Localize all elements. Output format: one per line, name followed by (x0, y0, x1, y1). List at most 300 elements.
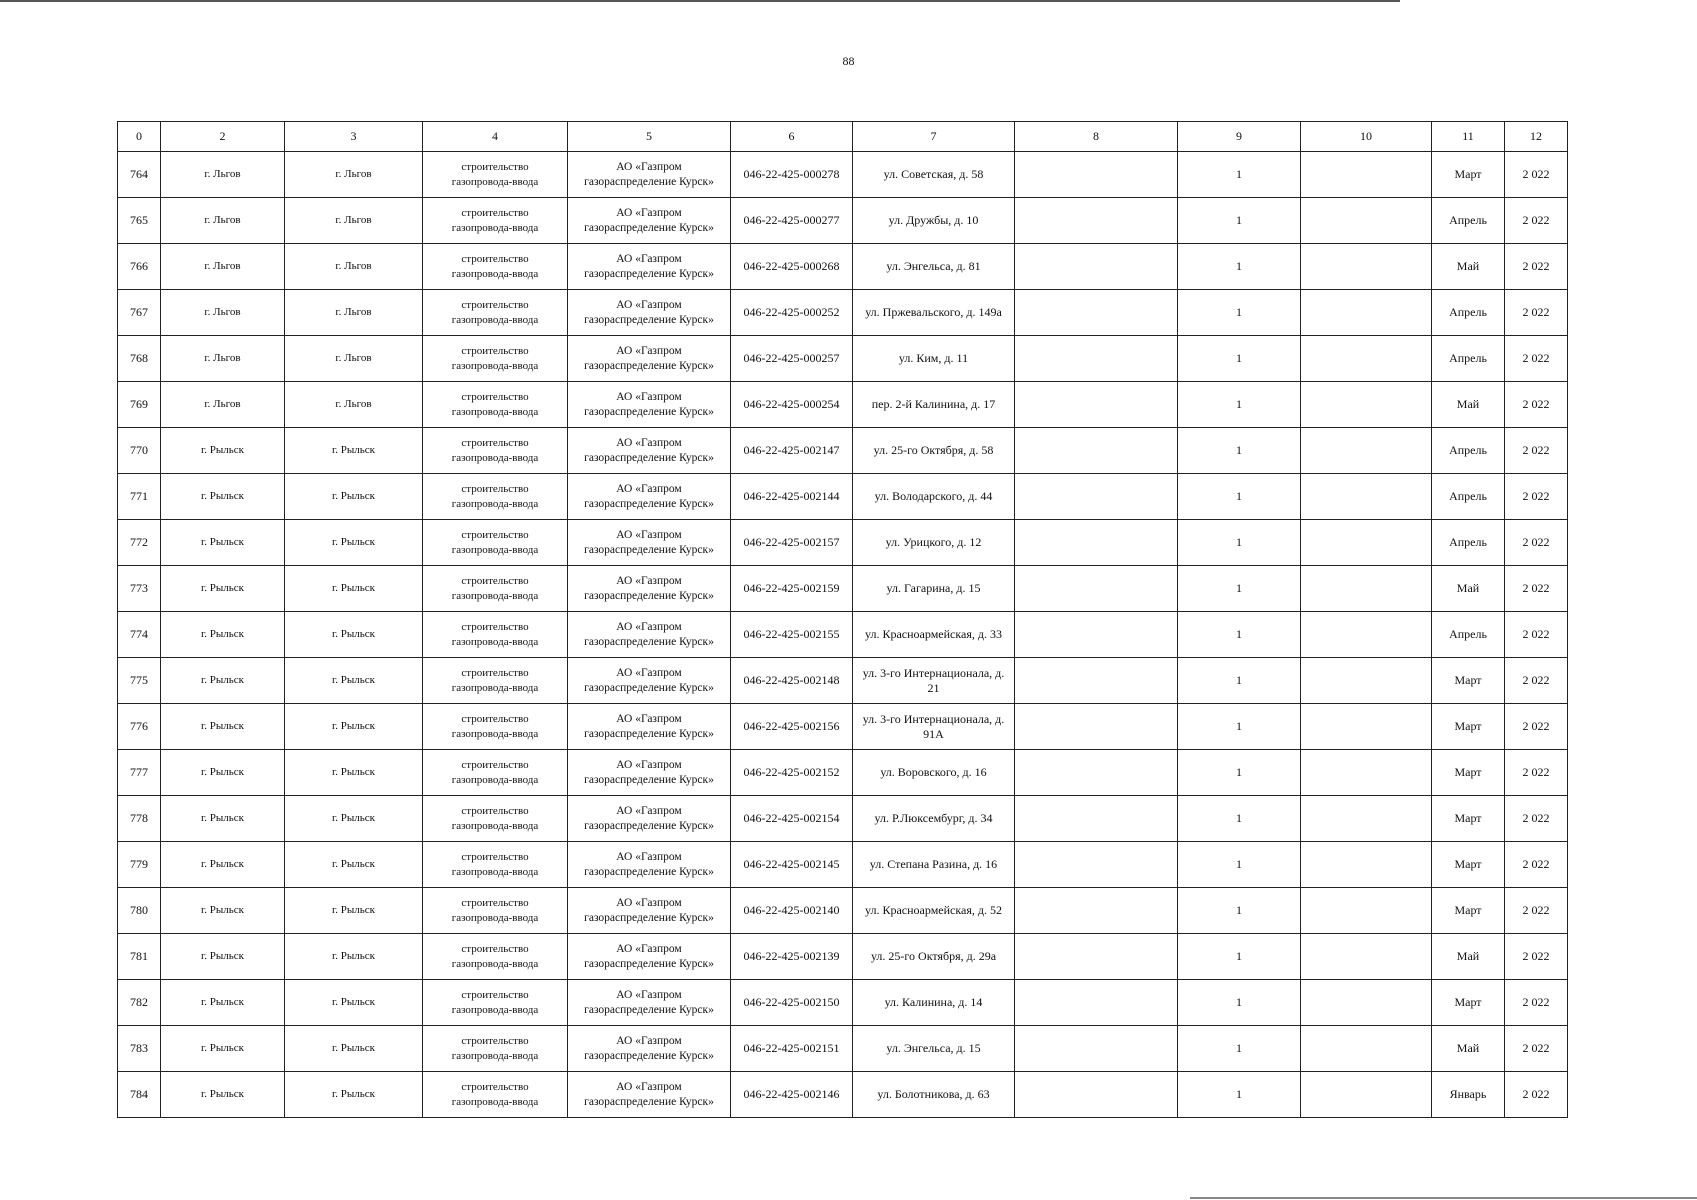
quantity-cell (1178, 244, 1301, 290)
table-row (118, 612, 1568, 658)
row-number-cell-text: 765 (130, 213, 148, 227)
work-type-cell-text: газопровода-ввода (451, 543, 539, 556)
year-cell (1505, 612, 1568, 658)
column-10-cell (1301, 934, 1432, 980)
settlement-cell (161, 750, 285, 796)
quantity-cell (1178, 934, 1301, 980)
table-row (118, 1026, 1568, 1072)
district-cell (285, 888, 423, 934)
year-cell-text: 2 022 (1522, 581, 1550, 595)
quantity-cell (1178, 566, 1301, 612)
organization-cell-text: АО «Газпром (616, 574, 682, 587)
object-code-cell-text: 046-22-425-002144 (743, 489, 840, 503)
year-cell (1505, 658, 1568, 704)
table-row (118, 980, 1568, 1026)
table-row (118, 796, 1568, 842)
table-row (118, 842, 1568, 888)
district-cell-text: г. Рыльск (331, 536, 375, 548)
organization-cell-text: газораспределение Курск» (584, 1095, 714, 1108)
district-cell-text: г. Рыльск (331, 858, 375, 870)
settlement-cell-text: г. Рыльск (200, 490, 244, 502)
address-cell-text: ул. Энгельса, д. 15 (886, 1041, 981, 1055)
month-cell-text: Март (1454, 995, 1482, 1009)
column-10-cell (1301, 336, 1432, 382)
object-code-cell (731, 980, 853, 1026)
table-body (118, 152, 1568, 1118)
object-code-cell-text: 046-22-425-002150 (743, 995, 840, 1009)
month-cell (1432, 474, 1505, 520)
work-type-cell (423, 750, 568, 796)
row-number-cell (118, 612, 161, 658)
organization-cell (568, 1072, 731, 1118)
scan-edge-top (0, 0, 1400, 2)
column-10-cell (1301, 612, 1432, 658)
object-code-cell (731, 290, 853, 336)
organization-cell (568, 198, 731, 244)
work-type-cell (423, 1072, 568, 1118)
month-cell-text: Март (1454, 765, 1482, 779)
row-number-cell (118, 428, 161, 474)
column-8-cell (1015, 658, 1178, 704)
year-cell (1505, 1026, 1568, 1072)
organization-cell-text: АО «Газпром (616, 298, 682, 311)
work-type-cell-text: строительство (461, 206, 529, 219)
quantity-cell (1178, 612, 1301, 658)
settlement-cell-text: г. Льгов (204, 352, 241, 364)
organization-cell-text: АО «Газпром (616, 758, 682, 771)
month-cell (1432, 152, 1505, 198)
work-type-cell-text: газопровода-ввода (451, 865, 539, 878)
district-cell-text: г. Льгов (335, 352, 372, 364)
address-cell-text: ул. Ким, д. 11 (898, 351, 969, 365)
work-type-cell-text: газопровода-ввода (451, 267, 539, 280)
column-10-cell (1301, 658, 1432, 704)
month-cell-text: Апрель (1449, 489, 1487, 503)
table-row (118, 428, 1568, 474)
row-number-cell (118, 520, 161, 566)
work-type-cell (423, 152, 568, 198)
organization-cell-text: АО «Газпром (616, 712, 682, 725)
settlement-cell-text: г. Рыльск (200, 674, 244, 686)
object-code-cell (731, 336, 853, 382)
month-cell-text: Апрель (1449, 443, 1487, 457)
object-code-cell (731, 520, 853, 566)
object-code-cell-text: 046-22-425-000278 (743, 167, 840, 181)
work-type-cell-text: газопровода-ввода (451, 221, 539, 234)
year-cell (1505, 474, 1568, 520)
organization-cell-text: АО «Газпром (616, 620, 682, 633)
scan-edge-bottom (1190, 1197, 1697, 1199)
organization-cell (568, 382, 731, 428)
organization-cell-text: газораспределение Курск» (584, 727, 714, 740)
organization-cell (568, 474, 731, 520)
organization-cell-text: АО «Газпром (616, 482, 682, 495)
district-cell-text: г. Льгов (335, 168, 372, 180)
row-number-cell (118, 290, 161, 336)
address-cell-text: ул. 3-го Интернационала, д. 21 (862, 665, 1005, 695)
organization-cell (568, 658, 731, 704)
month-cell (1432, 290, 1505, 336)
address-cell-text: ул. Болотникова, д. 63 (877, 1087, 990, 1101)
address-cell (853, 704, 1015, 750)
page-number: 88 (842, 54, 855, 68)
month-cell (1432, 428, 1505, 474)
month-cell-text: Март (1454, 167, 1482, 181)
organization-cell-text: газораспределение Курск» (584, 1003, 714, 1016)
column-header: 9 (1178, 122, 1301, 152)
table-row (118, 336, 1568, 382)
work-type-cell-text: газопровода-ввода (451, 313, 539, 326)
address-cell (853, 796, 1015, 842)
object-code-cell (731, 198, 853, 244)
quantity-cell-text: 1 (1236, 305, 1242, 319)
object-code-cell (731, 382, 853, 428)
organization-cell-text: АО «Газпром (616, 896, 682, 909)
district-cell (285, 934, 423, 980)
organization-cell (568, 980, 731, 1026)
district-cell-text: г. Рыльск (331, 674, 375, 686)
settlement-cell-text: г. Рыльск (200, 536, 244, 548)
object-code-cell-text: 046-22-425-000277 (743, 213, 840, 227)
object-code-cell-text: 046-22-425-002140 (743, 903, 840, 917)
work-type-cell-text: газопровода-ввода (451, 819, 539, 832)
quantity-cell (1178, 888, 1301, 934)
organization-cell-text: газораспределение Курск» (584, 773, 714, 786)
month-cell-text: Январь (1449, 1087, 1487, 1101)
column-8-cell (1015, 290, 1178, 336)
address-cell (853, 198, 1015, 244)
row-number-cell-text: 771 (130, 489, 148, 503)
column-8-cell (1015, 336, 1178, 382)
organization-cell (568, 1026, 731, 1072)
table-row (118, 934, 1568, 980)
row-number-cell-text: 780 (130, 903, 148, 917)
column-header: 6 (731, 122, 853, 152)
quantity-cell-text: 1 (1236, 995, 1242, 1009)
quantity-cell (1178, 474, 1301, 520)
settlement-cell-text: г. Льгов (204, 260, 241, 272)
year-cell-text: 2 022 (1522, 213, 1550, 227)
organization-cell (568, 152, 731, 198)
month-cell-text: Апрель (1449, 351, 1487, 365)
year-cell-text: 2 022 (1522, 397, 1550, 411)
year-cell (1505, 336, 1568, 382)
row-number-cell (118, 980, 161, 1026)
district-cell-text: г. Рыльск (331, 582, 375, 594)
quantity-cell (1178, 980, 1301, 1026)
year-cell (1505, 704, 1568, 750)
organization-cell (568, 888, 731, 934)
column-10-cell (1301, 796, 1432, 842)
object-code-cell (731, 888, 853, 934)
district-cell-text: г. Рыльск (331, 950, 375, 962)
year-cell-text: 2 022 (1522, 995, 1550, 1009)
object-code-cell-text: 046-22-425-002148 (743, 673, 840, 687)
object-code-cell (731, 658, 853, 704)
organization-cell-text: газораспределение Курск» (584, 313, 714, 326)
quantity-cell-text: 1 (1236, 535, 1242, 549)
month-cell (1432, 244, 1505, 290)
year-cell-text: 2 022 (1522, 443, 1550, 457)
quantity-cell-text: 1 (1236, 1087, 1242, 1101)
work-type-cell (423, 612, 568, 658)
quantity-cell-text: 1 (1236, 259, 1242, 273)
row-number-cell-text: 766 (130, 259, 148, 273)
district-cell-text: г. Рыльск (331, 766, 375, 778)
object-code-cell (731, 612, 853, 658)
work-type-cell (423, 704, 568, 750)
column-header: 5 (568, 122, 731, 152)
address-cell (853, 750, 1015, 796)
work-type-cell (423, 842, 568, 888)
work-type-cell-text: строительство (461, 850, 529, 863)
district-cell (285, 1072, 423, 1118)
year-cell-text: 2 022 (1522, 489, 1550, 503)
work-type-cell-text: строительство (461, 1034, 529, 1047)
organization-cell-text: газораспределение Курск» (584, 911, 714, 924)
district-cell (285, 566, 423, 612)
address-cell-text: ул. Р.Люксембург, д. 34 (874, 811, 993, 825)
settlement-cell (161, 704, 285, 750)
object-code-cell-text: 046-22-425-002145 (743, 857, 840, 871)
object-code-cell-text: 046-22-425-002152 (743, 765, 840, 779)
district-cell (285, 842, 423, 888)
district-cell (285, 152, 423, 198)
organization-cell-text: газораспределение Курск» (584, 267, 714, 280)
row-number-cell-text: 777 (130, 765, 148, 779)
month-cell-text: Апрель (1449, 213, 1487, 227)
column-10-cell (1301, 842, 1432, 888)
column-10-cell (1301, 474, 1432, 520)
organization-cell-text: газораспределение Курск» (584, 221, 714, 234)
district-cell-text: г. Рыльск (331, 812, 375, 824)
object-code-cell-text: 046-22-425-000268 (743, 259, 840, 273)
address-cell (853, 336, 1015, 382)
organization-cell (568, 612, 731, 658)
column-header: 7 (853, 122, 1015, 152)
organization-cell-text: АО «Газпром (616, 206, 682, 219)
column-8-cell (1015, 842, 1178, 888)
work-type-cell (423, 336, 568, 382)
work-type-cell-text: строительство (461, 1080, 529, 1093)
column-8-cell (1015, 198, 1178, 244)
quantity-cell (1178, 382, 1301, 428)
year-cell (1505, 382, 1568, 428)
organization-cell-text: газораспределение Курск» (584, 497, 714, 510)
settlement-cell-text: г. Льгов (204, 306, 241, 318)
settlement-cell-text: г. Рыльск (200, 858, 244, 870)
column-8-cell (1015, 612, 1178, 658)
organization-cell-text: АО «Газпром (616, 436, 682, 449)
column-10-cell (1301, 428, 1432, 474)
work-type-cell (423, 382, 568, 428)
month-cell (1432, 566, 1505, 612)
year-cell-text: 2 022 (1522, 719, 1550, 733)
work-type-cell (423, 1026, 568, 1072)
organization-cell (568, 842, 731, 888)
object-code-cell-text: 046-22-425-000254 (743, 397, 840, 411)
object-code-cell-text: 046-22-425-000257 (743, 351, 840, 365)
address-cell-text: ул. Пржевальского, д. 149а (865, 305, 1002, 319)
quantity-cell-text: 1 (1236, 765, 1242, 779)
address-cell-text: ул. 25-го Октября, д. 29а (870, 949, 997, 963)
district-cell-text: г. Рыльск (331, 628, 375, 640)
organization-cell-text: газораспределение Курск» (584, 865, 714, 878)
address-cell (853, 474, 1015, 520)
object-code-cell (731, 796, 853, 842)
quantity-cell-text: 1 (1236, 857, 1242, 871)
year-cell (1505, 566, 1568, 612)
organization-cell-text: газораспределение Курск» (584, 359, 714, 372)
year-cell (1505, 198, 1568, 244)
organization-cell (568, 704, 731, 750)
district-cell (285, 612, 423, 658)
work-type-cell (423, 566, 568, 612)
month-cell (1432, 382, 1505, 428)
object-code-cell (731, 474, 853, 520)
organization-cell-text: АО «Газпром (616, 1080, 682, 1093)
quantity-cell-text: 1 (1236, 627, 1242, 641)
year-cell (1505, 152, 1568, 198)
row-number-cell-text: 781 (130, 949, 148, 963)
year-cell-text: 2 022 (1522, 857, 1550, 871)
month-cell-text: Март (1454, 811, 1482, 825)
organization-cell-text: АО «Газпром (616, 942, 682, 955)
year-cell-text: 2 022 (1522, 351, 1550, 365)
address-cell-text: пер. 2-й Калинина, д. 17 (871, 397, 996, 411)
column-10-cell (1301, 152, 1432, 198)
year-cell-text: 2 022 (1522, 305, 1550, 319)
work-type-cell-text: газопровода-ввода (451, 1095, 539, 1108)
year-cell (1505, 934, 1568, 980)
address-cell-text: ул. Красноармейская, д. 33 (865, 627, 1002, 641)
object-code-cell (731, 428, 853, 474)
row-number-cell-text: 778 (130, 811, 148, 825)
row-number-cell-text: 774 (130, 627, 148, 641)
table-row (118, 658, 1568, 704)
quantity-cell-text: 1 (1236, 811, 1242, 825)
settlement-cell-text: г. Рыльск (200, 812, 244, 824)
district-cell (285, 750, 423, 796)
work-type-cell (423, 980, 568, 1026)
object-code-cell-text: 046-22-425-002155 (743, 627, 840, 641)
address-cell-text: ул. Степана Разина, д. 16 (869, 857, 998, 871)
year-cell (1505, 520, 1568, 566)
district-cell-text: г. Льгов (335, 398, 372, 410)
organization-cell-text: АО «Газпром (616, 160, 682, 173)
column-8-cell (1015, 980, 1178, 1026)
month-cell (1432, 796, 1505, 842)
district-cell-text: г. Льгов (335, 214, 372, 226)
table-row (118, 244, 1568, 290)
organization-cell-text: АО «Газпром (616, 252, 682, 265)
district-cell (285, 382, 423, 428)
month-cell (1432, 198, 1505, 244)
object-code-cell-text: 046-22-425-000252 (743, 305, 840, 319)
month-cell (1432, 612, 1505, 658)
quantity-cell (1178, 520, 1301, 566)
settlement-cell-text: г. Рыльск (200, 444, 244, 456)
organization-cell (568, 566, 731, 612)
address-cell-text: ул. Воровского, д. 16 (880, 765, 987, 779)
quantity-cell-text: 1 (1236, 949, 1242, 963)
address-cell (853, 980, 1015, 1026)
work-type-cell (423, 520, 568, 566)
district-cell (285, 980, 423, 1026)
gas-connection-register-table (117, 121, 1568, 1118)
year-cell (1505, 244, 1568, 290)
organization-cell-text: газораспределение Курск» (584, 681, 714, 694)
column-header: 2 (161, 122, 285, 152)
work-type-cell-text: строительство (461, 896, 529, 909)
quantity-cell-text: 1 (1236, 581, 1242, 595)
address-cell (853, 934, 1015, 980)
work-type-cell-text: строительство (461, 298, 529, 311)
work-type-cell (423, 934, 568, 980)
column-8-cell (1015, 1026, 1178, 1072)
address-cell (853, 612, 1015, 658)
district-cell (285, 198, 423, 244)
settlement-cell-text: г. Рыльск (200, 628, 244, 640)
settlement-cell (161, 934, 285, 980)
table-row (118, 888, 1568, 934)
table-row (118, 382, 1568, 428)
quantity-cell (1178, 750, 1301, 796)
quantity-cell-text: 1 (1236, 1041, 1242, 1055)
column-header: 3 (285, 122, 423, 152)
work-type-cell-text: газопровода-ввода (451, 451, 539, 464)
work-type-cell-text: газопровода-ввода (451, 773, 539, 786)
settlement-cell (161, 980, 285, 1026)
quantity-cell (1178, 842, 1301, 888)
column-header: 4 (423, 122, 568, 152)
year-cell-text: 2 022 (1522, 903, 1550, 917)
organization-cell-text: газораспределение Курск» (584, 589, 714, 602)
row-number-cell (118, 152, 161, 198)
address-cell-text: ул. 25-го Октября, д. 58 (873, 443, 994, 457)
district-cell (285, 796, 423, 842)
organization-cell-text: АО «Газпром (616, 344, 682, 357)
district-cell-text: г. Льгов (335, 306, 372, 318)
settlement-cell (161, 474, 285, 520)
district-cell-text: г. Рыльск (331, 996, 375, 1008)
district-cell (285, 336, 423, 382)
quantity-cell-text: 1 (1236, 213, 1242, 227)
organization-cell-text: газораспределение Курск» (584, 635, 714, 648)
quantity-cell-text: 1 (1236, 167, 1242, 181)
address-cell-text: ул. Энгельса, д. 81 (886, 259, 981, 273)
row-number-cell (118, 1072, 161, 1118)
month-cell (1432, 658, 1505, 704)
district-cell-text: г. Рыльск (331, 904, 375, 916)
object-code-cell-text: 046-22-425-002156 (743, 719, 840, 733)
work-type-cell-text: газопровода-ввода (451, 1003, 539, 1016)
district-cell (285, 474, 423, 520)
settlement-cell (161, 566, 285, 612)
table-row (118, 152, 1568, 198)
year-cell-text: 2 022 (1522, 1041, 1550, 1055)
quantity-cell-text: 1 (1236, 673, 1242, 687)
object-code-cell (731, 244, 853, 290)
object-code-cell-text: 046-22-425-002159 (743, 581, 840, 595)
row-number-cell (118, 750, 161, 796)
month-cell-text: Май (1456, 397, 1480, 411)
quantity-cell-text: 1 (1236, 489, 1242, 503)
row-number-cell (118, 198, 161, 244)
address-cell-text: ул. Гагарина, д. 15 (886, 581, 981, 595)
column-8-cell (1015, 1072, 1178, 1118)
month-cell (1432, 888, 1505, 934)
